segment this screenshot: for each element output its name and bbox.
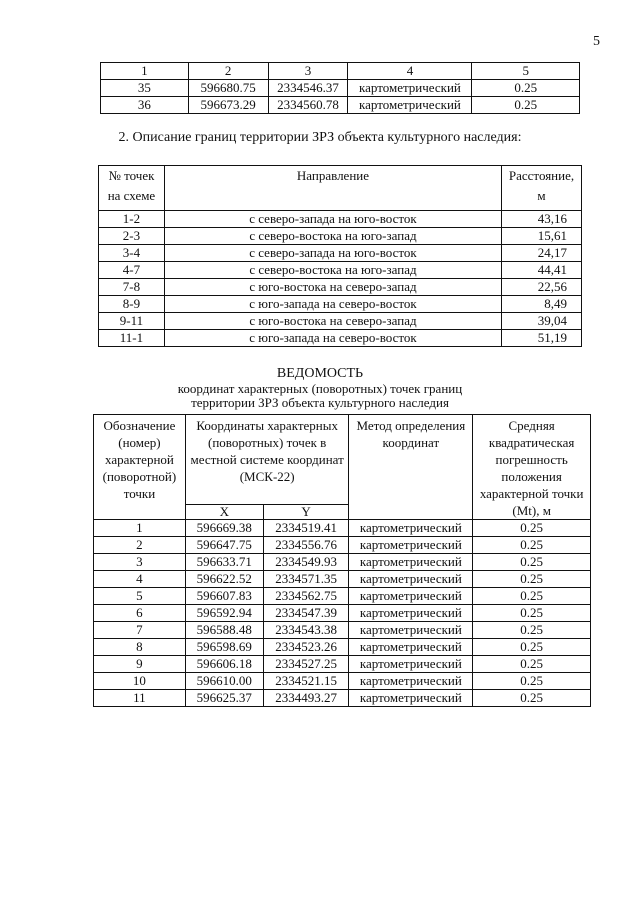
table-row: [94, 656, 591, 673]
table-header-row: [99, 166, 582, 211]
segment: 1-2: [99, 211, 165, 228]
x-coordinate: 596592.94: [185, 605, 263, 622]
method: картометрический: [349, 554, 473, 571]
point-number: 5: [94, 588, 186, 605]
segment: 2-3: [99, 228, 165, 245]
y-coordinate: 2334521.15: [263, 673, 349, 690]
x-coordinate: 596606.18: [185, 656, 263, 673]
table-header-row: [94, 415, 591, 505]
table-row: [99, 245, 582, 262]
x-coordinate: 596647.75: [185, 537, 263, 554]
direction: с юго-востока на северо-запад: [164, 279, 501, 296]
table-row: [99, 211, 582, 228]
point-number: 6: [94, 605, 186, 622]
characteristic-points-table: [93, 414, 591, 707]
y-coordinate: 2334549.93: [263, 554, 349, 571]
table-row: [94, 571, 591, 588]
table-row: [94, 537, 591, 554]
table-row: [94, 622, 591, 639]
x-coordinate: 596680.75: [188, 80, 268, 97]
table-row: [101, 97, 580, 114]
method: картометрический: [349, 622, 473, 639]
method: картометрический: [349, 588, 473, 605]
error-value: 0.25: [473, 537, 591, 554]
direction: с северо-востока на юго-запад: [164, 262, 501, 279]
method: картометрический: [348, 80, 472, 97]
x-coordinate: 596598.69: [185, 639, 263, 656]
direction-header: Направление: [164, 166, 501, 211]
vedomost-subtitle-line1: координат характерных (поворотных) точек границ: [177, 381, 463, 396]
x-coordinate: 596607.83: [185, 588, 263, 605]
segment: 9-11: [99, 313, 165, 330]
method: картометрический: [349, 639, 473, 656]
y-coordinate: 2334519.41: [263, 520, 349, 537]
direction: с северо-запада на юго-восток: [164, 211, 501, 228]
error-value: 0.25: [473, 520, 591, 537]
method: картометрический: [349, 520, 473, 537]
point-number: 8: [94, 639, 186, 656]
column-number: 1: [101, 63, 189, 80]
column-number: 3: [268, 63, 348, 80]
method-header: Метод определения координат: [349, 415, 473, 520]
points-header: № точек на схеме: [99, 166, 165, 211]
method: картометрический: [348, 97, 472, 114]
vedomost-subtitle-line2: территории ЗРЗ объекта культурного наследия: [191, 395, 449, 410]
method: картометрический: [349, 673, 473, 690]
coordinates-header: Координаты характерных (поворотных) точек в местной системе координат (МСК-22): [185, 415, 349, 505]
error-value: 0.25: [473, 656, 591, 673]
point-number: 3: [94, 554, 186, 571]
method: картометрический: [349, 656, 473, 673]
distance: 51,19: [502, 330, 582, 347]
y-coordinate: 2334556.76: [263, 537, 349, 554]
x-coordinate: 596622.52: [185, 571, 263, 588]
x-coordinate: 596588.48: [185, 622, 263, 639]
distance: 8,49: [502, 296, 582, 313]
direction: с северо-востока на юго-запад: [164, 228, 501, 245]
vedomost-title: ВЕДОМОСТЬ: [276, 366, 364, 381]
point-number: 10: [94, 673, 186, 690]
error-value: 0.25: [473, 571, 591, 588]
table-row: [99, 262, 582, 279]
segment: 4-7: [99, 262, 165, 279]
x-coordinate: 596610.00: [185, 673, 263, 690]
y-coordinate: 2334562.75: [263, 588, 349, 605]
table-header-row: [101, 63, 580, 80]
section-2-title: 2. Описание границ территории ЗРЗ объекта культурного наследия:: [118, 130, 522, 145]
x-coordinate: 596625.37: [185, 690, 263, 707]
method: картометрический: [349, 690, 473, 707]
segment: 3-4: [99, 245, 165, 262]
direction: с юго-востока на северо-запад: [164, 313, 501, 330]
table-row: [94, 639, 591, 656]
table-row: [99, 228, 582, 245]
table-row: [94, 690, 591, 707]
error-value: 0.25: [473, 690, 591, 707]
point-number: 9: [94, 656, 186, 673]
x-coordinate: 596669.38: [185, 520, 263, 537]
method: картометрический: [349, 537, 473, 554]
x-coordinate: 596633.71: [185, 554, 263, 571]
error-value: 0.25: [472, 80, 580, 97]
y-coordinate: 2334560.78: [268, 97, 348, 114]
distance: 44,41: [502, 262, 582, 279]
error-value: 0.25: [472, 97, 580, 114]
segment: 7-8: [99, 279, 165, 296]
distance-header: Расстояние, м: [502, 166, 582, 211]
boundary-description-table: [98, 165, 582, 347]
coordinates-table-continued: [100, 62, 580, 114]
y-coordinate: 2334543.38: [263, 622, 349, 639]
direction: с юго-запада на северо-восток: [164, 330, 501, 347]
point-number: 35: [101, 80, 189, 97]
table-row: [94, 673, 591, 690]
table-row: [99, 313, 582, 330]
point-number: 4: [94, 571, 186, 588]
y-coordinate: 2334546.37: [268, 80, 348, 97]
direction: с юго-запада на северо-восток: [164, 296, 501, 313]
table-row: [94, 605, 591, 622]
error-value: 0.25: [473, 639, 591, 656]
x-header: X: [185, 504, 263, 519]
distance: 24,17: [502, 245, 582, 262]
error-value: 0.25: [473, 605, 591, 622]
y-coordinate: 2334523.26: [263, 639, 349, 656]
point-number: 2: [94, 537, 186, 554]
segment: 11-1: [99, 330, 165, 347]
point-number: 36: [101, 97, 189, 114]
table-row: [99, 279, 582, 296]
method: картометрический: [349, 605, 473, 622]
designation-header: Обозначение (номер) характерной (поворотной) точки: [94, 415, 186, 520]
error-value: 0.25: [473, 554, 591, 571]
distance: 15,61: [502, 228, 582, 245]
column-number: 2: [188, 63, 268, 80]
error-value: 0.25: [473, 673, 591, 690]
error-value: 0.25: [473, 622, 591, 639]
table-row: [94, 588, 591, 605]
distance: 43,16: [502, 211, 582, 228]
distance: 22,56: [502, 279, 582, 296]
direction: с северо-запада на юго-восток: [164, 245, 501, 262]
y-coordinate: 2334571.35: [263, 571, 349, 588]
table-row: [99, 330, 582, 347]
y-coordinate: 2334527.25: [263, 656, 349, 673]
column-number: 4: [348, 63, 472, 80]
column-number: 5: [472, 63, 580, 80]
distance: 39,04: [502, 313, 582, 330]
page-number: 5: [593, 34, 600, 49]
table-row: [101, 80, 580, 97]
y-coordinate: 2334547.39: [263, 605, 349, 622]
point-number: 7: [94, 622, 186, 639]
segment: 8-9: [99, 296, 165, 313]
error-header: Средняя квадратическая погрешность положения характерной точки (Mt), м: [473, 415, 591, 520]
y-coordinate: 2334493.27: [263, 690, 349, 707]
error-value: 0.25: [473, 588, 591, 605]
point-number: 1: [94, 520, 186, 537]
table-row: [99, 296, 582, 313]
point-number: 11: [94, 690, 186, 707]
table-row: [94, 520, 591, 537]
y-header: Y: [263, 504, 349, 519]
x-coordinate: 596673.29: [188, 97, 268, 114]
method: картометрический: [349, 571, 473, 588]
table-row: [94, 554, 591, 571]
